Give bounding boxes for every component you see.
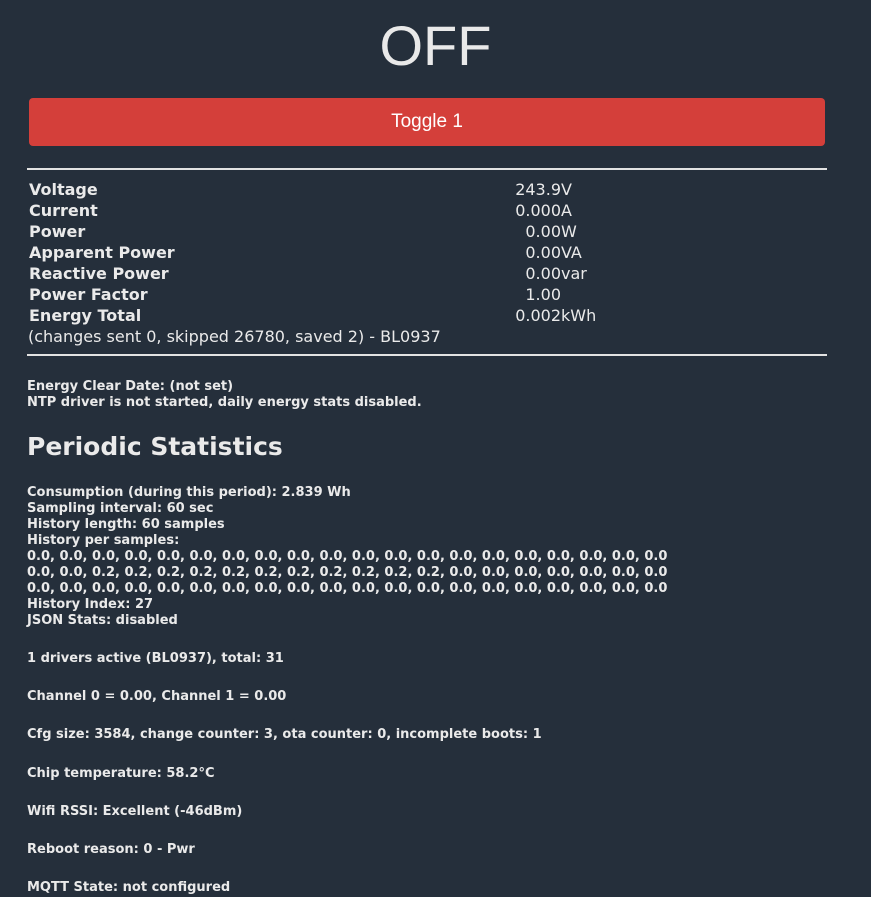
energy-row <box>29 179 829 200</box>
history-line-1: 0.0, 0.0, 0.0, 0.0, 0.0, 0.0, 0.0, 0.0, 0.0, 0.0, 0.0, 0.0, 0.0, 0.0, 0.0, 0.0, 0.0, 0.0, 0.0, 0.0 <box>27 549 668 564</box>
energy-label: Energy Total <box>29 306 142 325</box>
energy-row <box>29 263 829 284</box>
history-line-3: 0.0, 0.0, 0.0, 0.0, 0.0, 0.0, 0.0, 0.0, 0.0, 0.0, 0.0, 0.0, 0.0, 0.0, 0.0, 0.0, 0.0, 0.0, 0.0, 0.0 <box>27 581 668 596</box>
consumption: Consumption (during this period): 2.839 Wh <box>27 485 351 500</box>
energy-label: Power <box>29 222 86 241</box>
energy-unit: var <box>561 264 587 283</box>
toggle-1-button[interactable]: Toggle 1 <box>29 98 825 146</box>
divider-top <box>27 168 827 170</box>
history-line-2: 0.0, 0.0, 0.2, 0.2, 0.2, 0.2, 0.2, 0.2, 0.2, 0.2, 0.2, 0.2, 0.2, 0.0, 0.0, 0.0, 0.0, 0.0, 0.0, 0.0 <box>27 565 668 580</box>
energy-row <box>29 221 829 242</box>
energy-clear-date: Energy Clear Date: (not set) <box>27 379 234 394</box>
channels-status: Channel 0 = 0.00, Channel 1 = 0.00 <box>27 689 287 704</box>
relay-state: OFF <box>379 14 492 77</box>
chip-temperature: Chip temperature: 58.2°C <box>27 766 215 781</box>
energy-label: Current <box>29 201 98 220</box>
sampling-interval: Sampling interval: 60 sec <box>27 501 214 516</box>
ntp-note: NTP driver is not started, daily energy stats disabled. <box>27 395 422 410</box>
energy-label: Voltage <box>29 180 98 199</box>
energy-unit: kWh <box>561 306 597 325</box>
energy-unit: V <box>561 180 572 199</box>
energy-label: Power Factor <box>29 285 148 304</box>
energy-value: 0.00 <box>525 264 561 283</box>
history-per-samples: History per samples: <box>27 533 180 548</box>
reboot-reason: Reboot reason: 0 - Pwr <box>27 842 195 857</box>
history-index: History Index: 27 <box>27 597 154 612</box>
energy-row <box>29 305 829 326</box>
energy-row <box>29 284 829 305</box>
energy-unit: VA <box>561 243 582 262</box>
energy-value: 0.000 <box>515 201 561 220</box>
history-length: History length: 60 samples <box>27 517 225 532</box>
json-stats: JSON Stats: disabled <box>27 613 178 628</box>
drivers-status: 1 drivers active (BL0937), total: 31 <box>27 651 284 666</box>
changes-note: (changes sent 0, skipped 26780, saved 2) - BL0937 <box>28 327 441 346</box>
wifi-rssi: Wifi RSSI: Excellent (-46dBm) <box>27 804 243 819</box>
energy-value: 1.00 <box>525 285 561 304</box>
energy-value: 0.00 <box>525 243 561 262</box>
energy-table <box>29 179 829 326</box>
energy-value: 243.9 <box>515 180 561 199</box>
energy-value: 0.00 <box>525 222 561 241</box>
energy-unit: A <box>561 201 572 220</box>
energy-value: 0.002 <box>515 306 561 325</box>
periodic-statistics-heading: Periodic Statistics <box>27 432 283 461</box>
energy-label: Reactive Power <box>29 264 169 283</box>
divider-bottom <box>27 354 827 356</box>
mqtt-state: MQTT State: not configured <box>27 880 231 895</box>
cfg-status: Cfg size: 3584, change counter: 3, ota counter: 0, incomplete boots: 1 <box>27 727 542 742</box>
energy-row <box>29 200 829 221</box>
energy-unit: W <box>561 222 577 241</box>
energy-row <box>29 242 829 263</box>
energy-label: Apparent Power <box>29 243 175 262</box>
